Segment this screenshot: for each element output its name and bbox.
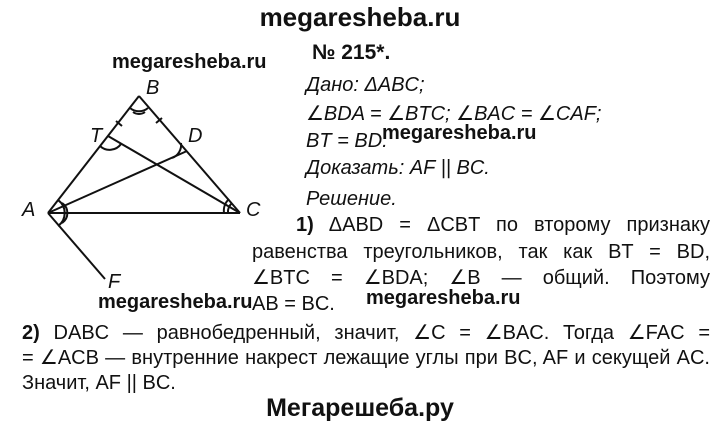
given-label: Дано:: [306, 74, 359, 96]
angle-t-arc: [100, 144, 121, 150]
step1-line-2: равенства треугольников, так как BT = BD,: [252, 241, 710, 263]
angle-b-arc-2: [133, 112, 145, 114]
prove-statement: AF || BC.: [409, 157, 490, 179]
triangle-figure: [0, 60, 300, 300]
segment-ct: [108, 136, 240, 213]
step2-line-2: = ∠ACB — внутренние накрест лежащие углы при BC, AF и секущей AC.: [22, 347, 710, 369]
watermark-top: megaresheba.ru: [259, 2, 461, 32]
step1-line-3: ∠BTC = ∠BDA; ∠B — общий. Поэтому: [252, 267, 710, 289]
watermark-left: megaresheba.ru: [98, 291, 253, 313]
watermark-right: megaresheba.ru: [366, 287, 521, 309]
watermark-figure: megaresheba.ru: [112, 51, 267, 73]
given-line-1: [306, 73, 425, 97]
side-ab: [48, 96, 139, 213]
angle-b-arc-1: [130, 108, 148, 111]
watermark-middle: megaresheba.ru: [382, 122, 537, 144]
prove-label: Доказать:: [306, 157, 405, 179]
step2-text-1: DABC — равнобедренный, значит, ∠C = ∠BAC. Тогда ∠FAC =: [53, 322, 710, 344]
step1-line-1: [296, 213, 710, 237]
step1-line-4: AB = BC.: [252, 293, 335, 315]
given-line-2: ∠BDA = ∠BTC; ∠BAC = ∠CAF;: [306, 103, 602, 125]
point-f-label: F: [108, 271, 121, 293]
angle-d-arc: [172, 143, 181, 158]
solution-heading: Решение.: [306, 188, 397, 210]
problem-number: № 215*.: [312, 41, 391, 64]
step1-text-1: ΔABD = ΔCBT по второму признаку: [328, 214, 710, 236]
segment-ad: [48, 151, 187, 213]
ray-af: [48, 213, 105, 279]
given-line-3: BT = BD.: [306, 130, 388, 152]
watermark-bottom: Мегарешеба.ру: [266, 394, 454, 422]
side-bc: [139, 96, 240, 213]
point-b-label: B: [146, 77, 160, 99]
step1-number: 1): [296, 214, 314, 236]
point-d-label: D: [188, 125, 203, 147]
prove-line: [306, 156, 490, 180]
given-triangle: ΔABC;: [364, 74, 425, 96]
step2-number: 2): [22, 322, 40, 344]
step2-line-3: Значит, AF || BC.: [22, 372, 176, 394]
point-t-label: T: [90, 125, 103, 147]
point-a-label: A: [22, 199, 36, 221]
point-c-label: C: [246, 199, 261, 221]
step2-line-1: [22, 321, 710, 345]
